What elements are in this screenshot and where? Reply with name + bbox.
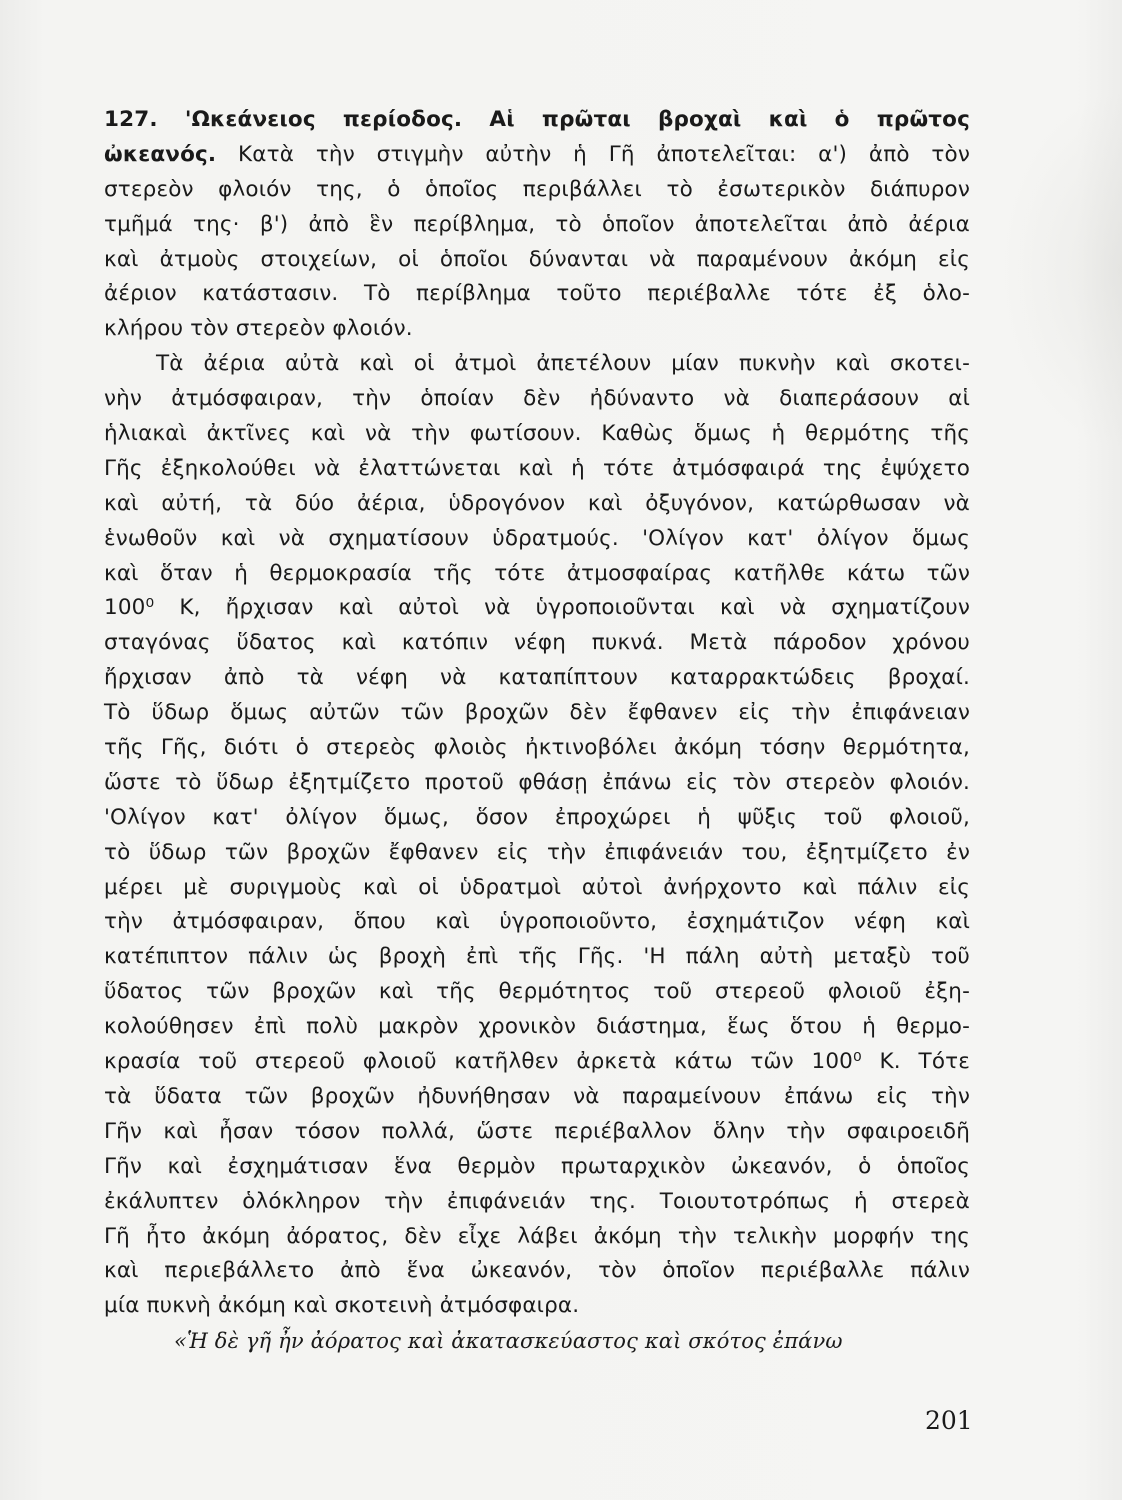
text-line xyxy=(104,103,970,138)
section-heading-end: ὠκεανός. xyxy=(104,141,217,167)
text-line: Τὸ ὕδωρ ὅμως αὐτῶν τῶν βροχῶν δὲν ἔφθανεν εἰς τὴν ἐπιφάνειαν xyxy=(104,700,970,726)
page-number: 201 xyxy=(925,1406,973,1435)
text-line: ὕδατος τῶν βροχῶν καὶ τῆς θερμότητος τοῦ στερεοῦ φλοιοῦ ἐξη- xyxy=(104,979,970,1005)
text-line: κλήρου τὸν στερεὸν φλοιόν. xyxy=(104,316,413,342)
text-line: Γῆς ἐξηκολούθει νὰ ἐλαττώνεται καὶ ἡ τότε ἀτμόσφαιρά της ἐψύχετο xyxy=(104,455,970,481)
text-line: τμῆμά της· β') ἀπὸ ἓν περίβλημα, τὸ ὁποῖον ἀποτελεῖται ἀπὸ ἀέρια xyxy=(104,211,970,237)
text-line: κατέπιπτον πάλιν ὡς βροχὴ ἐπὶ τῆς Γῆς. 'Η πάλη αὐτὴ μεταξὺ τοῦ xyxy=(104,944,970,970)
text-line: κολούθησεν ἐπὶ πολὺ μακρὸν χρονικὸν διάστημα, ἕως ὅτου ἡ θερμο- xyxy=(104,1014,970,1040)
text-line: καὶ ὅταν ἡ θερμοκρασία τῆς τότε ἀτμοσφαίρας κατῆλθε κάτω τῶν xyxy=(104,560,970,586)
text-line: 'Ολίγον κατ' ὀλίγον ὅμως, ὅσον ἐπροχώρει ἡ ψῦξις τοῦ φλοιοῦ, xyxy=(104,804,970,830)
text-line: 100⁰ Κ, ἤρχισαν καὶ αὐτοὶ νὰ ὑγροποιοῦνται καὶ νὰ σχηματίζουν xyxy=(104,595,970,621)
text-line: ὠκεανός. Κατὰ τὴν στιγμὴν αὐτὴν ἡ Γῆ ἀποτελεῖται: α') ἀπὸ τὸν xyxy=(104,141,970,167)
text-line: Γῆν καὶ ἐσχημάτισαν ἕνα θερμὸν πρωταρχικὸν ὠκεανόν, ὁ ὁποῖος xyxy=(104,1153,970,1179)
text-line: ἡλιακαὶ ἀκτῖνες καὶ νὰ τὴν φωτίσουν. Καθὼς ὅμως ἡ θερμότης τῆς xyxy=(104,421,970,447)
text-line: ἐκάλυπτεν ὁλόκληρον τὴν ἐπιφάνειάν της. Τοιουτοτρόπως ἡ στερεὰ xyxy=(104,1188,970,1214)
text-line: Γῆ ἦτο ἀκόμη ἀόρατος, δὲν εἶχε λάβει ἀκόμη τὴν τελικὴν μορφήν της xyxy=(104,1223,970,1249)
text-line: καὶ περιεβάλλετο ἀπὸ ἕνα ὠκεανόν, τὸν ὁποῖον περιέβαλλε πάλιν xyxy=(104,1258,970,1284)
text-line: μέρει μὲ συριγμοὺς καὶ οἱ ὑδρατμοὶ αὐτοὶ ἀνήρχοντο καὶ πάλιν εἰς xyxy=(104,874,970,900)
text-line: Γῆν καὶ ἦσαν τόσον πολλά, ὥστε περιέβαλλον ὅλην τὴν σφαιροειδῆ xyxy=(104,1118,970,1144)
text-line: τὰ ὕδατα τῶν βροχῶν ἠδυνήθησαν νὰ παραμείνουν ἐπάνω εἰς τὴν xyxy=(104,1083,970,1109)
show-through-shading xyxy=(1002,90,1122,450)
paragraph-start: Τὰ ἀέρια αὐτὰ καὶ οἱ ἀτμοὶ ἀπετέλουν μίαν πυκνὴν καὶ σκοτει- xyxy=(156,351,970,377)
text-line: στερεὸν φλοιόν της, ὁ ὁποῖος περιβάλλει τὸ ἐσωτερικὸν διάπυρον xyxy=(104,176,970,202)
text-line: μία πυκνὴ ἀκόμη καὶ σκοτεινὴ ἀτμόσφαιρα. xyxy=(104,1293,580,1319)
text-line: ἀέριον κατάστασιν. Τὸ περίβλημα τοῦτο περιέβαλλε τότε ἐξ ὁλο- xyxy=(104,281,970,307)
text-line: νὴν ἀτμόσφαιραν, τὴν ὁποίαν δὲν ἠδύναντο νὰ διαπεράσουν αἱ xyxy=(104,386,970,412)
text-line: καὶ ἀτμοὺς στοιχείων, οἱ ὁποῖοι δύνανται νὰ παραμένουν ἀκόμη εἰς xyxy=(104,246,970,272)
scripture-quote: «Ἡ δὲ γῆ ἦν ἀόρατος καὶ ἀκατασκεύαστος καὶ σκότος ἐπάνω xyxy=(174,1329,843,1354)
text-line: τὴν ἀτμόσφαιραν, ὅπου καὶ ὑγροποιοῦντο, ἐσχημάτιζον νέφη καὶ xyxy=(104,909,970,935)
text-line: καὶ αὐτή, τὰ δύο ἀέρια, ὑδρογόνον καὶ ὀξυγόνον, κατώρθωσαν νὰ xyxy=(104,490,970,516)
body-text xyxy=(104,103,970,1359)
text-line: σταγόνας ὕδατος καὶ κατόπιν νέφη πυκνά. Μετὰ πάροδον χρόνου xyxy=(104,630,970,656)
section-heading: 127. 'Ωκεάνειος περίοδος. Αἱ πρῶται βροχαὶ καὶ ὁ πρῶτος xyxy=(104,107,970,132)
text-line: ὥστε τὸ ὕδωρ ἐξητμίζετο προτοῦ φθάσῃ ἐπάνω εἰς τὸν στερεὸν φλοιόν. xyxy=(104,769,970,795)
text-line: ἤρχισαν ἀπὸ τὰ νέφη νὰ καταπίπτουν καταρρακτώδεις βροχαί. xyxy=(104,665,970,691)
text-line: ἑνωθοῦν καὶ νὰ σχηματίσουν ὑδρατμούς. 'Ολίγον κατ' ὀλίγον ὅμως xyxy=(104,525,970,551)
text-line: τὸ ὕδωρ τῶν βροχῶν ἔφθανεν εἰς τὴν ἐπιφάνειάν του, ἐξητμίζετο ἐν xyxy=(104,839,970,865)
text-line: κρασία τοῦ στερεοῦ φλοιοῦ κατῆλθεν ἀρκετὰ κάτω τῶν 100⁰ Κ. Τότε xyxy=(104,1049,970,1075)
text-line: τῆς Γῆς, διότι ὁ στερεὸς φλοιὸς ἠκτινοβόλει ἀκόμη τόσην θερμότητα, xyxy=(104,735,970,761)
